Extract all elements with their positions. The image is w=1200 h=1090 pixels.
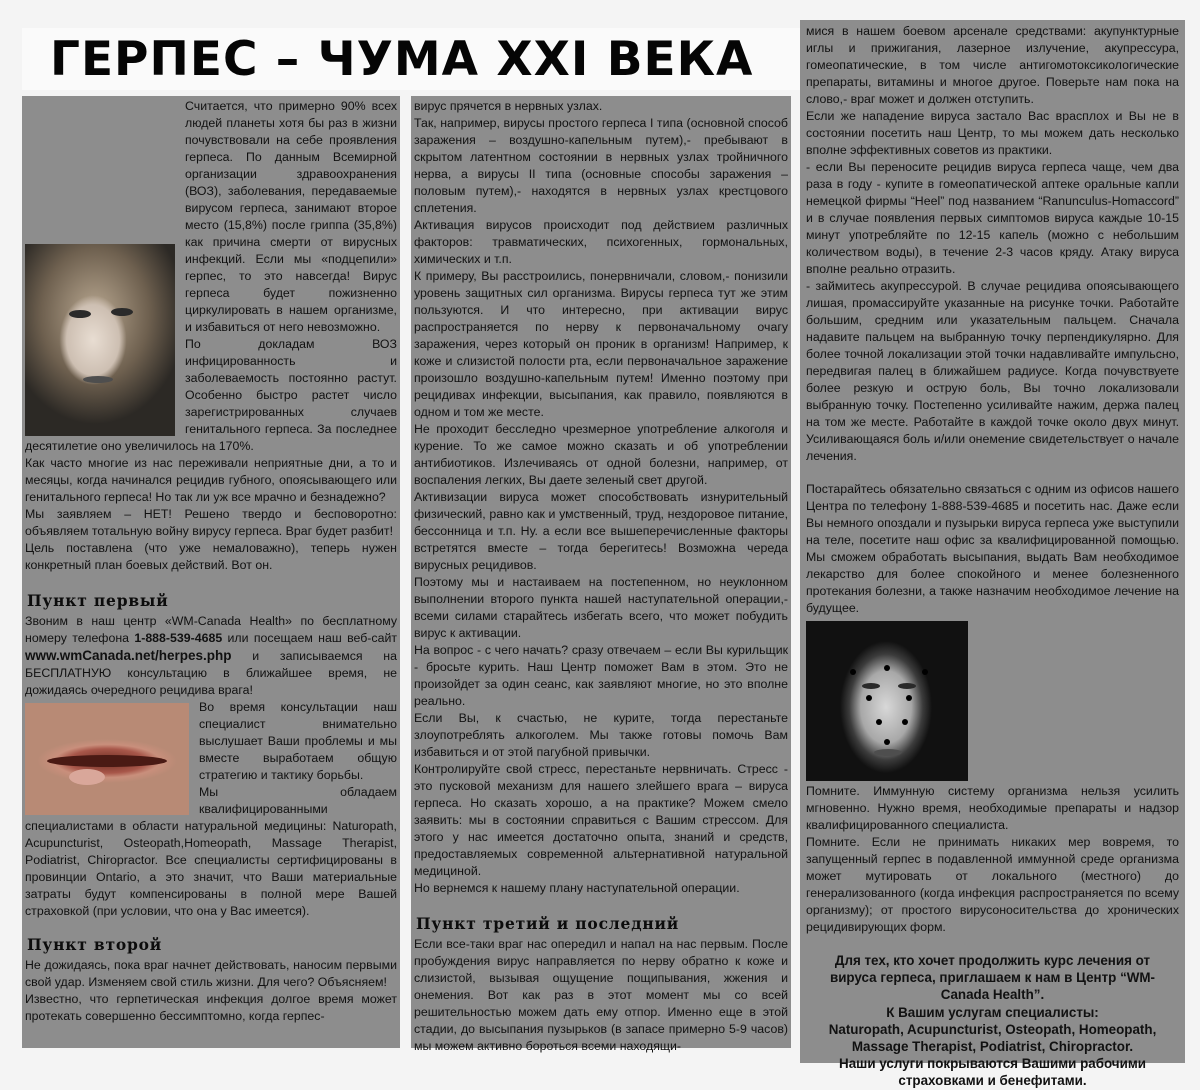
promo-line-2: К Вашим услугам специалисты: xyxy=(886,1004,1099,1020)
col2-paragraph-1: вирус прячется в нервных узлах. xyxy=(414,99,603,113)
acupressure-point xyxy=(922,669,928,675)
second-paragraph-2: Известно, что герпетическая инфекция долгое время может протекать совершенно бессимптомно, когда герпес- xyxy=(25,992,397,1023)
col2-paragraph-2: Так, например, вирусы простого герпеса I типа (основной способ заражения – воздушно-капельным путем),- пребывают в скрытом латентном состоянии в нервных узлах тройничного нерва, а вирусы II типа (основные способы заражения – половым путем),- находятся в нервных узлах крестцового сплетения. xyxy=(414,116,788,215)
acupressure-point xyxy=(876,719,882,725)
section-heading-first: Пункт первый xyxy=(27,591,169,610)
face-photo-left-eye xyxy=(69,310,91,318)
acupressure-right-eye xyxy=(898,683,916,689)
column-1 xyxy=(22,96,400,1048)
acupressure-point xyxy=(850,669,856,675)
col3-paragraph-3: - если Вы переносите рецидив вируса герпеса чаще, чем два раза в году - купите в гомеопатической аптеке оральные капли немецкой фирмы “Heel” под названием “Ranunculus-Homaccord” и в случае появления первых симптомов вируса каждые 10-15 минут употребляйте по 12-15 капель (можно с небольшим количеством воды), в течение 2-3 часов кряду. Атаку вируса вполне реально отразить. xyxy=(806,160,1179,276)
col3-paragraph-1: мися в нашем боевом арсенале средствами: акупунктурные иглы и прижигания, лазерное излучение, акупрессура, гомеопатические, в том числе антигомотоксикологические препараты, витамины и многое другое. Поверьте нам пока на слово,- враг может и должен отступить. xyxy=(806,24,1179,106)
lips-photo xyxy=(25,703,189,815)
col2-paragraph-11: Но вернемся к нашему плану наступательной операции. xyxy=(414,881,740,895)
intro-paragraph-4: Мы заявляем – НЕТ! Решено твердо и бесповоротно: объявляем тотальную войну вирусу герпеса. Враг будет разбит! xyxy=(25,507,397,538)
first-text-c: и записываемся на БЕСПЛАТНУЮ консультацию в ближайшее время, не дожидаясь очередного рецидива врага! xyxy=(25,649,397,697)
intro-paragraph-3: Как часто многие из нас переживали неприятные дни, а то и месяцы, когда начинался рецидив губного, опоясывающего или генитального герпеса! Но так ли уж все мрачно и безнадежно? xyxy=(25,456,397,504)
col2-paragraph-7: Поэтому мы и настаиваем на постепенном, но неуклонном выполнении второго пункта нашей наступательной операции,- всеми силами старайтесь избегать всего, что может побудить вирус к активации. xyxy=(414,575,788,640)
col3-paragraph-2: Если же нападение вируса застало Вас врасплох и Вы не в состоянии посетить наш Центр, то мы можем дать несколько вполне эффективных советов из практики. xyxy=(806,109,1179,157)
promo-box xyxy=(806,952,1179,1090)
acupressure-point xyxy=(884,739,890,745)
first-paragraph-1 xyxy=(25,613,397,699)
phone-number: 1-888-539-4685 xyxy=(134,631,223,645)
first-paragraph-3: Мы обладаем квалифицированными специалистами в области натуральной медицины: Naturopath, Acupuncturist, Osteopath,Homeopath, Massage Therapist, Podiatrist, Chiropractor. Все специалисты сертифицированы в провинции Ontario, а это значит, что Ваши материальные затраты будут компенсированы в полной мере Вашей страховкой (при условии, что она у Вас имеется). xyxy=(25,785,397,918)
col2-paragraph-10: Контролируйте свой стресс, перестаньте нервничать. Стресс - это пусковой механизм для нашего злейшего врага – вируса герпеса. Но сказать хорошо, а на практике? Можем смело заявить: мы в состоянии справиться с Вашим стрессом. Для этого у нас имеется достаточно опыта, знаний и средств, предоставляемых современной альтернативной натуральной медициной. xyxy=(414,762,788,878)
face-photo-mouth xyxy=(83,376,113,383)
lips-photo-blister xyxy=(69,769,105,785)
promo-line-3: Naturopath, Acupuncturist, Osteopath, Homeopath, Massage Therapist, Podiatrist, Chiropractor. xyxy=(828,1021,1157,1055)
intro-paragraph-5: Цель поставлена (что уже немаловажно), теперь нужен конкретный план боевых действий. Вот он. xyxy=(25,541,397,572)
col2-paragraph-3: Активация вирусов происходит под действием различных факторов: травматических, психогенных, гормональных, химических и т.п. xyxy=(414,218,788,266)
acupressure-point xyxy=(866,695,872,701)
col3-paragraph-4: - займитесь акупрессурой. В случае рецидива опоясывающего лишая, промассируйте указанные на рисунке точки. Работайте большим, средним или указательным пальцем. Сначала надавите пальцем на выбранную точку перпендикулярно. Для более точной локализации этой точки надавливайте импульсно, передвигая палец в ближайшем радиусе. Когда почувствуете более резкую и острую боль, Вы точно локализовали выбранную точку. Постепенно усиливайте нажим, держа палец на том же месте. Работайте в каждой точке около двух минут. Усиливающаяся боль и/или онемение свидетельствует о начале лечения. xyxy=(806,279,1179,463)
acupressure-point xyxy=(902,719,908,725)
column-2-text xyxy=(411,98,791,1055)
acupressure-point xyxy=(906,695,912,701)
first-paragraph-2: Во время консультации наш специалист внимательно выслушает Ваши проблемы и мы вместе выработаем общую стратегию и тактику борьбы. xyxy=(199,700,397,782)
col3-paragraph-5: Постарайтесь обязательно связаться с одним из офисов нашего Центра по телефону 1-888-539-4685 и посетить нас. Даже если Вы немного опоздали и пузырьки вируса герпеса уже выступили на теле, посетите наш офис за квалифицированной помощью. Мы сможем обработать высыпания, выдать Вам необходимое лекарство для более спокойного и менее болезненного протекания болезни, а также назначим необходимое лечение на будущее. xyxy=(806,482,1179,615)
col2-paragraph-6: Активизации вируса может способствовать изнурительный физический, равно как и умственный, труд, нездоровое питание, бессонница и т.п. Ну. а если все вышеперечисленные факторы встретятся вместе – тогда берегитесь! Возможна череда вирусных рецидивов. xyxy=(414,490,788,572)
promo-line-4: Наши услуги покрываются Вашими рабочими страховками и бенефитами. xyxy=(839,1056,1146,1089)
first-text-a: Звоним в наш центр «WM-Canada Health» по бесплатному номеру телефона xyxy=(25,614,397,645)
column-1-text xyxy=(22,98,400,1025)
col2-paragraph-9: Если Вы, к счастью, не курите, тогда перестаньте злоупотреблять алкоголем. Мы также готовы помочь Вам избавиться и от этой пагубной привычки. xyxy=(414,711,788,759)
col2-paragraph-8: На вопрос - с чего начать? сразу отвечаем – если Вы курильщик - бросьте курить. Наш Центр поможет Вам в этом. Это не произойдет за один сеанс, как заявляют многие, но это вполне реально. xyxy=(414,643,788,708)
acupressure-point xyxy=(884,665,890,671)
col3-paragraph-6: Помните. Иммунную систему организма нельзя усилить мгновенно. Нужно время, необходимые препараты и надзор квалифицированного специалиста. xyxy=(806,784,1179,832)
intro-paragraph-2: По докладам ВОЗ инфицированность и заболеваемость постоянно растут. Особенно быстро растет число зарегистрированных случаев генитального герпеса. За последнее десятилетие оно увеличилось на 170%. xyxy=(25,337,397,453)
col3-paragraph-7: Помните. Если не принимать никаких мер вовремя, то запущенный герпес в подавленной иммунной среде организма может мутировать от локального (местного) до генерализованного (когда инфекция распространяется по всему организму); от простого вирусоносительства до хронических рецидивирующих форм. xyxy=(806,835,1179,934)
website-link[interactable]: www.wmCanada.net/herpes.php xyxy=(25,648,232,663)
lips-photo-mouth xyxy=(47,755,167,767)
col2-paragraph-5: Не проходит бесследно чрезмерное употребление алкоголя и курение. То же самое можно сказать и об употреблении антибиотиков. Излечиваясь от одной болезни, например, от воспаления легких, Вы даете зеленый свет другой. xyxy=(414,422,788,487)
section-heading-second: Пункт второй xyxy=(27,935,163,954)
acupressure-left-eye xyxy=(862,683,880,689)
acupressure-mouth xyxy=(874,749,902,756)
masthead xyxy=(22,28,800,90)
col2-paragraph-4: К примеру, Вы расстроились, понервничали, словом,- понизили уровень защитных сил организма. Вирусы герпеса тут же этим пользуются. И что интересно, при активации вирус распространяется по нерву к первоначальному очагу заражения, через который он проник в организм! Например, к коже и слизистой полости рта, если первоначальное заражение произошло воздушно-капельным путем! Именно поэтому при рецидивах инфекции, высыпания, как правило, появляются в одном и том же месте. xyxy=(414,269,788,419)
col2-paragraph-12: Если все-таки враг нас опередил и напал на нас первым. После пробуждения вирус направляется по нерву обратно к коже и слизистой, вызывая ощущение пощипывания, жжения и онемения. Вот как раз в этот момент мы со всей решительностью можем дать ему отпор. Именно еще в этой стадии, до высыпания пузырьков (в запасе примерно 5-9 часов) мы можем активно бороться всеми находящи- xyxy=(414,937,788,1053)
column-2 xyxy=(411,96,791,1053)
page-title: ГЕРПЕС – ЧУМА XXI ВЕКА xyxy=(50,31,754,87)
column-3-text xyxy=(800,23,1185,1090)
face-photo-right-eye xyxy=(111,308,133,316)
face-photo xyxy=(25,244,175,436)
promo-line-1: Для тех, кто хочет продолжить курс лечения от вируса герпеса, приглашаем к нам в Центр “WM-Canada Health”. xyxy=(829,953,1156,1003)
section-heading-third: Пункт третий и последний xyxy=(416,914,680,933)
second-paragraph-1: Не дожидаясь, пока враг начнет действовать, наносим первыми свой удар. Изменяем свой стиль жизни. Для чего? Объясняем! xyxy=(25,958,397,989)
acupressure-face-photo xyxy=(806,621,968,781)
column-3 xyxy=(800,20,1185,1089)
intro-paragraph-1: Считается, что примерно 90% всех людей планеты хотя бы раз в жизни почувствовали на себе проявления герпеса. По данным Всемирной организации здравоохранения (ВОЗ), заболевания, передаваемые вирусом герпеса, занимают второе место (15,8%) после гриппа (35,8%) как причина смерти от вирусных инфекций. Если мы «подцепили» герпес, то это навсегда! Вирус герпеса будет пожизненно циркулировать в нашем организме, и избавиться от него невозможно. xyxy=(185,99,397,334)
first-text-b: или посещаем наш веб-сайт xyxy=(222,631,397,645)
